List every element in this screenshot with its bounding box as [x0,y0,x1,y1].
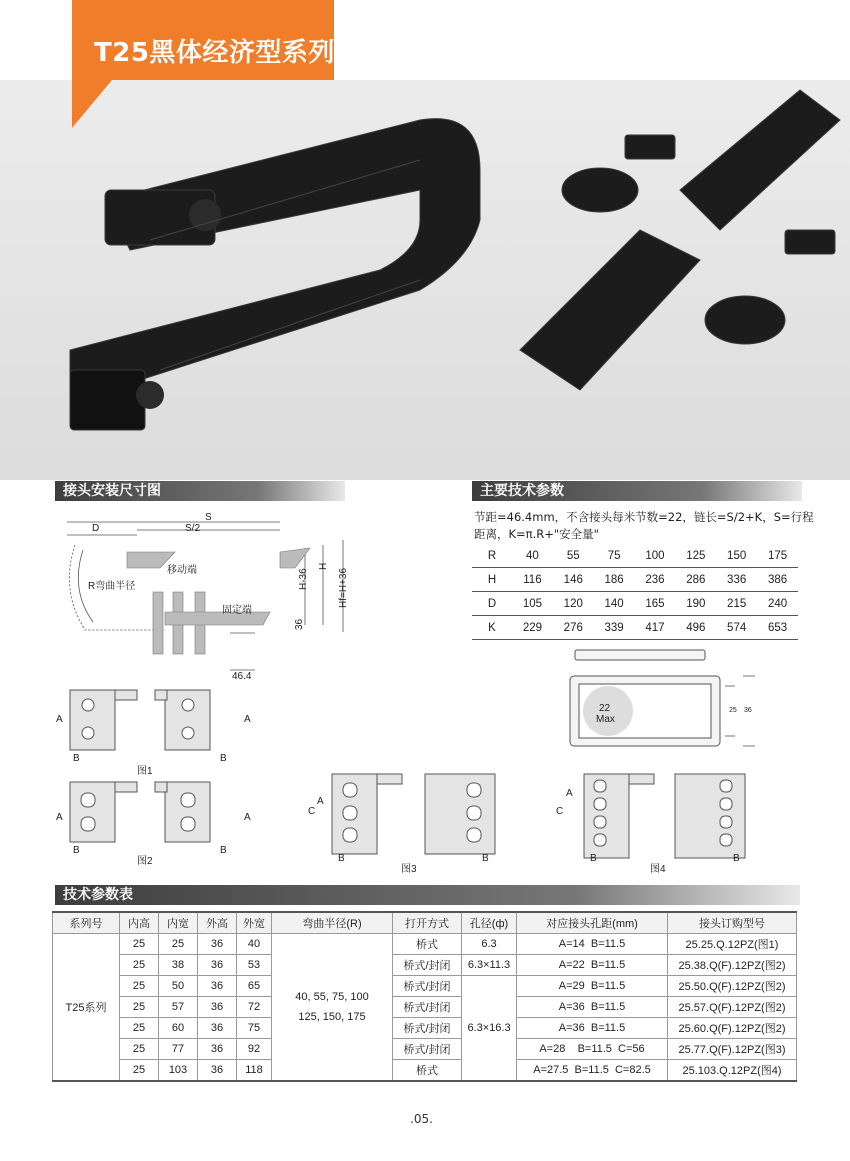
product-photo-area [0,80,850,480]
params-row-label: R [472,544,512,568]
fig3-c: C [308,806,316,817]
fig4-a: A [566,788,573,799]
outer-width-cell: 92 [237,1039,272,1060]
bend-radius-line: 125, 150, 175 [298,1011,366,1023]
order-model-cell: 25.57.Q(F).12PZ(图2) [668,997,797,1018]
params-cell: 496 [675,616,716,640]
table-row [53,976,797,997]
params-cell: 574 [716,616,757,640]
inner-width-cell: 38 [159,955,198,976]
outer-height-cell: 36 [198,1060,237,1082]
open-type-cell: 桥式 [393,1060,462,1082]
inner-width-cell: 60 [159,1018,198,1039]
fig2-a-left: A [56,812,63,823]
tech-spec-table [52,911,797,1082]
params-cell: 150 [716,544,757,568]
col-header: 外宽 [237,912,272,934]
hole-distance-cell: A=22 B=11.5 [517,955,668,976]
col-header: 内宽 [159,912,198,934]
open-type-cell: 桥式/封闭 [393,955,462,976]
order-model-cell: 25.103.Q.12PZ(图4) [668,1060,797,1082]
section-header-params: 主要技术参数 [472,481,802,501]
page-title: T25黑体经济型系列 [94,38,335,68]
fig2-label: 图2 [137,856,153,867]
params-cell: 146 [553,568,594,592]
params-cell: 55 [553,544,594,568]
inner-width-cell: 77 [159,1039,198,1060]
params-cell: 236 [635,568,676,592]
params-cell: 240 [757,592,798,616]
inner-width-cell: 57 [159,997,198,1018]
hole-distance-cell: A=29 B=11.5 [517,976,668,997]
max-number: 22 [599,703,611,714]
params-cell: 75 [594,544,635,568]
hole-cell: 6.3 [462,934,517,955]
open-type-cell: 桥式/封闭 [393,997,462,1018]
fig2-a-right: A [244,812,251,823]
max-text: Max [596,714,615,725]
section-header-tech: 技术参数表 [55,885,800,905]
label-fixed-end: 固定端 [222,605,252,616]
params-cell: 40 [512,544,553,568]
cable-chain-illustration [0,80,850,480]
order-model-cell: 25.60.Q(F).12PZ(图2) [668,1018,797,1039]
params-row [472,568,798,592]
inner-height-cell: 25 [120,1060,159,1082]
outer-width-cell: 53 [237,955,272,976]
cross-section-drawing [565,648,765,758]
params-cell: 276 [553,616,594,640]
tech-table-header [53,912,797,934]
open-type-cell: 桥式/封闭 [393,976,462,997]
fig3-b-right: B [482,853,489,864]
dim-label-pitch: 46.4 [232,671,252,682]
inner-width-cell: 103 [159,1060,198,1082]
inner-width-cell: 50 [159,976,198,997]
open-type-cell: 桥式/封闭 [393,1039,462,1060]
col-header: 外高 [198,912,237,934]
outer-width-cell: 65 [237,976,272,997]
params-row-label: D [472,592,512,616]
outer-width-cell: 118 [237,1060,272,1082]
fig1-a-right: A [244,714,251,725]
params-cell: 190 [675,592,716,616]
page-number: .05. [410,1112,433,1126]
outer-height-cell: 36 [198,997,237,1018]
fig3-a: A [317,796,324,807]
params-cell: 140 [594,592,635,616]
dim-label-hf: Hf=H+36 [338,567,349,608]
params-row [472,544,798,568]
order-model-cell: 25.25.Q.12PZ(图1) [668,934,797,955]
hole-distance-cell: A=27.5 B=11.5 C=82.5 [517,1060,668,1082]
dim-label-h: H [318,562,329,570]
hole-distance-cell: A=14 B=11.5 [517,934,668,955]
order-model-cell: 25.77.Q(F).12PZ(图3) [668,1039,797,1060]
series-cell: T25系列 [53,934,120,1082]
params-cell: 165 [635,592,676,616]
label-moving-end: 移动端 [167,565,197,576]
params-cell: 653 [757,616,798,640]
fig1-b-left: B [73,753,80,764]
params-cell: 229 [512,616,553,640]
fig4-label: 图4 [650,864,666,875]
table-row [53,997,797,1018]
params-cell: 186 [594,568,635,592]
dim-label-s: S [205,512,212,523]
inner-height-cell: 25 [120,955,159,976]
outer-height-cell: 36 [198,934,237,955]
table-row [53,934,797,955]
params-row-label: H [472,568,512,592]
open-type-cell: 桥式/封闭 [393,1018,462,1039]
section-header-install: 接头安装尺寸图 [55,481,345,501]
params-cell: 175 [757,544,798,568]
fig1-a-left: A [56,714,63,725]
fig1-b-right: B [220,753,227,764]
inner-height-cell: 25 [120,997,159,1018]
order-model-cell: 25.38.Q(F).12PZ(图2) [668,955,797,976]
inner-height-cell: 25 [120,934,159,955]
outer-height-cell: 36 [198,976,237,997]
table-row [53,1060,797,1082]
params-row [472,616,798,640]
col-header: 内高 [120,912,159,934]
hole-distance-cell: A=28 B=11.5 C=56 [517,1039,668,1060]
open-type-cell: 桥式 [393,934,462,955]
params-cell: 105 [512,592,553,616]
outer-height-cell: 36 [198,1018,237,1039]
col-header: 系列号 [53,912,120,934]
dim-label-36b: 36 [744,707,752,714]
params-row-label: K [472,616,512,640]
col-header: 打开方式 [393,912,462,934]
params-cell: 339 [594,616,635,640]
inner-height-cell: 25 [120,1018,159,1039]
inner-height-cell: 25 [120,976,159,997]
hole-cell: 6.3×16.3 [462,976,517,1082]
bend-radius-cell [272,934,393,1082]
bracket-fig1-fig2 [55,685,255,860]
params-row [472,592,798,616]
fig1-label: 图1 [137,766,153,777]
label-bend-radius: R弯曲半径 [88,581,136,592]
outer-width-cell: 75 [237,1018,272,1039]
table-row [53,955,797,976]
fig3-label: 图3 [401,864,417,875]
col-header: 接头订购型号 [668,912,797,934]
install-dimension-diagram [55,500,385,690]
hole-distance-cell: A=36 B=11.5 [517,1018,668,1039]
fig4-c: C [556,806,564,817]
params-table [472,544,798,640]
inner-height-cell: 25 [120,1039,159,1060]
params-cell: 125 [675,544,716,568]
hole-distance-cell: A=36 B=11.5 [517,997,668,1018]
col-header: 孔径(ф) [462,912,517,934]
dim-label-d: D [92,523,100,534]
params-cell: 336 [716,568,757,592]
fig2-b-left: B [73,845,80,856]
outer-height-cell: 36 [198,1039,237,1060]
params-cell: 100 [635,544,676,568]
outer-width-cell: 40 [237,934,272,955]
table-row [53,1018,797,1039]
fig4-b-right: B [733,853,740,864]
params-cell: 386 [757,568,798,592]
table-row [53,1039,797,1060]
col-header: 弯曲半径(R) [272,912,393,934]
params-cell: 116 [512,568,553,592]
fig3-b-left: B [338,853,345,864]
outer-height-cell: 36 [198,955,237,976]
params-cell: 120 [553,592,594,616]
params-cell: 215 [716,592,757,616]
outer-width-cell: 72 [237,997,272,1018]
fig4-b-left: B [590,853,597,864]
dim-label-36: 36 [294,618,305,630]
bend-radius-line: 40, 55, 75, 100 [295,991,369,1003]
dim-label-25: 25 [729,707,737,714]
order-model-cell: 25.50.Q(F).12PZ(图2) [668,976,797,997]
inner-width-cell: 25 [159,934,198,955]
dim-label-s2: S/2 [185,523,201,534]
params-note: 节距=46.4mm，不含接头每米节数=22，链长=S/2+K，S=行程距离，K=π.R+"安全量" [474,510,814,541]
params-cell: 286 [675,568,716,592]
fig2-b-right: B [220,845,227,856]
col-header: 对应接头孔距(mm) [517,912,668,934]
params-cell: 417 [635,616,676,640]
dim-label-h36: H-36 [298,568,309,590]
hole-cell: 6.3×11.3 [462,955,517,976]
